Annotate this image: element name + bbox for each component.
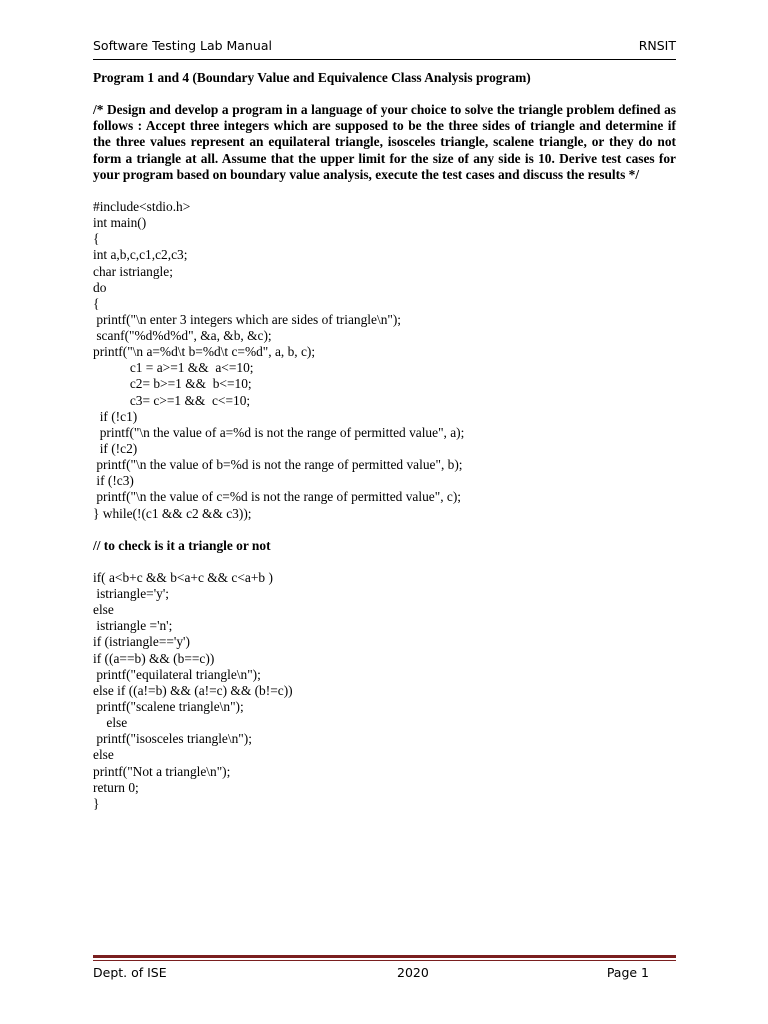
code-line: printf("\n the value of a=%d is not the range of permitted value", a); [93,424,465,440]
code-line: if (!c1) [93,408,138,424]
code-line: scanf("%d%d%d", &a, &b, &c); [93,328,272,344]
header-title: Software Testing Lab Manual [93,38,272,53]
code-line: istriangle='y'; [93,586,169,602]
page-header [93,38,676,58]
code-block-triangle-check [93,570,676,812]
code-line: #include<stdio.h> [93,198,191,214]
code-line: printf("\n the value of b=%d is not the range of permitted value", b); [93,457,463,473]
code-line: else [93,747,114,763]
code-line: { [93,231,100,247]
problem-statement: /* Design and develop a program in a language of your choice to solve the triangle problem defined as follows : Accept three integers which are supposed to be the three sides of triangle and determine if the three values represent an equilateral triangle, isosceles triangle, scalene triangle, or they do not form a triangle at all. Assume that the upper limit for the size of any side is 10. Derive test cases for your program based on boundary value analysis, execute the test cases and discuss the results */ [93,102,676,182]
code-line: istriangle ='n'; [93,618,173,634]
code-line: else [93,715,128,731]
code-line: c2= b>=1 && b<=10; [93,376,252,392]
page-footer [93,965,649,985]
code-block-input [93,199,676,522]
code-line: int main() [93,215,147,231]
code-line: printf("\n a=%d\t b=%d\t c=%d", a, b, c); [93,344,316,360]
code-line: c3= c>=1 && c<=10; [93,392,251,408]
code-line: if (!c2) [93,441,138,457]
code-line: do [93,279,107,295]
code-line: else [93,602,114,618]
code-line: if (istriangle=='y') [93,634,190,650]
code-line: { [93,295,100,311]
footer-department: Dept. of ISE [93,965,167,980]
program-title: Program 1 and 4 (Boundary Value and Equivalence Class Analysis program) [93,70,531,85]
code-line: return 0; [93,779,139,795]
footer-rule-thin [93,960,676,961]
code-line: printf("scalene triangle\n"); [93,699,244,715]
code-line: printf("Not a triangle\n"); [93,763,231,779]
code-line: } [93,795,100,811]
code-line: char istriangle; [93,263,173,279]
code-line: } while(!(c1 && c2 && c3)); [93,505,252,521]
footer-year: 2020 [397,965,429,980]
header-institution: RNSIT [638,38,676,53]
footer-page-number: Page 1 [606,965,649,980]
section-heading: // to check is it a triangle or not [93,537,271,553]
footer-rule-thick [93,955,676,958]
code-line: else if ((a!=b) && (a!=c) && (b!=c)) [93,682,293,698]
code-line: printf("equilateral triangle\n"); [93,666,261,682]
code-line: printf("\n enter 3 integers which are sides of triangle\n"); [93,311,402,327]
code-line: c1 = a>=1 && a<=10; [93,360,254,376]
code-line: if ((a==b) && (b==c)) [93,650,215,666]
page-content [93,70,676,812]
code-line: printf("\n the value of c=%d is not the range of permitted value", c); [93,489,462,505]
code-line: if (!c3) [93,473,134,489]
code-line: if( a<b+c && b<a+c && c<a+b ) [93,569,273,585]
code-line: int a,b,c,c1,c2,c3; [93,247,188,263]
header-rule [93,59,676,60]
code-line: printf("isosceles triangle\n"); [93,731,252,747]
